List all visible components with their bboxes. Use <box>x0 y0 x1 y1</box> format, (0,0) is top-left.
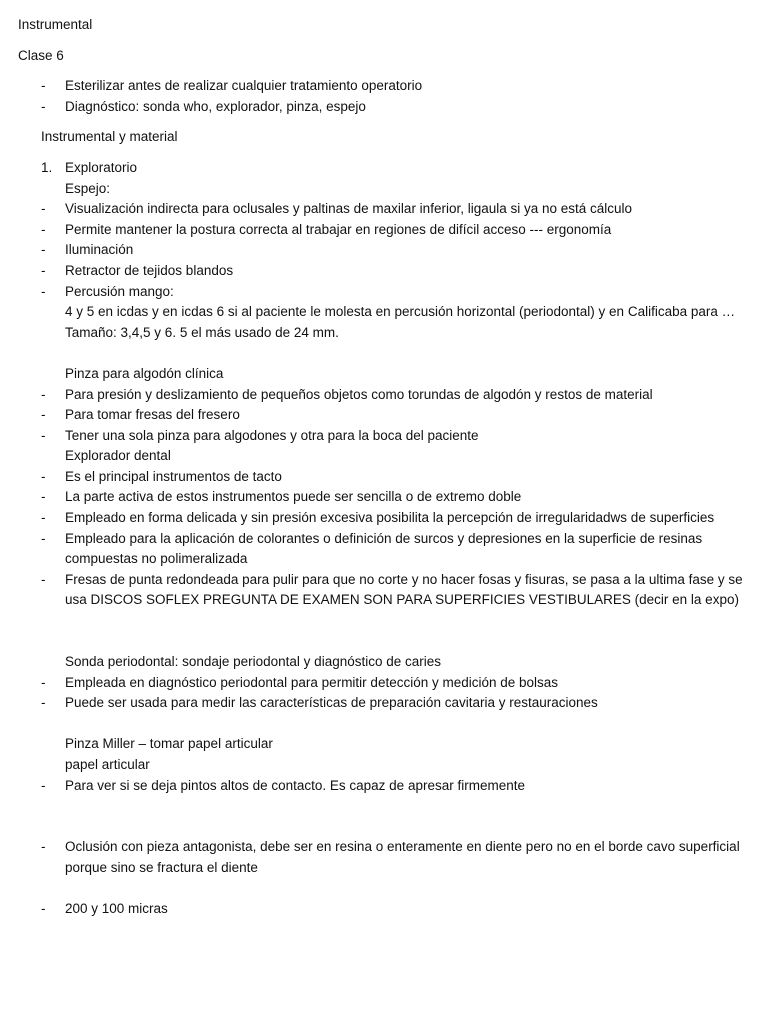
list-item <box>0 776 768 797</box>
bullet-dash: - <box>41 78 46 94</box>
list-item-text: Empleada en diagnóstico periodontal para permitir detección y medición de bolsas <box>65 674 559 690</box>
bullet-dash: - <box>41 674 46 690</box>
bullet-dash: - <box>41 777 46 793</box>
list-item <box>0 693 768 714</box>
bullet-dash: - <box>41 571 46 587</box>
class-label: Clase 6 <box>18 47 64 63</box>
list-item-text: Permite mantener la postura correcta al trabajar en regiones de difícil acceso --- ergonomía <box>65 221 612 237</box>
list-item-text: Para presión y deslizamiento de pequeños objetos como torundas de algodón y restos de material <box>65 386 653 402</box>
list-item <box>0 508 768 529</box>
list-item <box>0 899 768 920</box>
list-item-text: 200 y 100 micras <box>65 900 168 916</box>
subheading-explorador: Explorador dental <box>65 448 171 464</box>
bullet-dash: - <box>41 262 46 278</box>
list-item <box>0 97 768 118</box>
subheading-pinza-miller: Pinza Miller – tomar papel articular <box>65 736 273 752</box>
list-item <box>0 282 768 303</box>
bullet-dash: - <box>41 900 46 916</box>
document-title: Instrumental <box>18 17 93 32</box>
list-item <box>0 385 768 406</box>
numbered-item-title: Exploratorio <box>65 159 138 175</box>
section-heading: Instrumental y material <box>41 129 178 145</box>
numbered-item <box>0 158 768 179</box>
bullet-dash: - <box>41 242 46 258</box>
bullet-dash: - <box>41 283 46 299</box>
percusion-note-text: 4 y 5 en icdas y en icdas 6 si al paciente le molesta en percusión horizontal (periodontal) y en Calificaba para … <box>65 304 736 320</box>
list-item-text: Para ver si se deja pintos altos de contacto. Es capaz de apresar firmemente <box>65 777 525 793</box>
bullet-dash: - <box>41 530 46 546</box>
list-item-text: Iluminación <box>65 242 134 258</box>
list-item-text: Diagnóstico: sonda who, explorador, pinza, espejo <box>65 98 366 114</box>
list-number: 1. <box>41 159 53 175</box>
subheading-espejo: Espejo: <box>65 180 111 196</box>
list-item-text: Es el principal instrumentos de tacto <box>65 468 282 484</box>
list-item <box>0 426 768 447</box>
bullet-dash: - <box>41 510 46 526</box>
list-item <box>0 405 768 426</box>
list-item-text: Empleado en forma delicada y sin presión excesiva posibilita la percepción de irregularidadws de superficies <box>65 510 715 526</box>
list-item-text: Visualización indirecta para oclusales y paltinas de maxilar inferior, ligaula si ya no está cálculo <box>65 201 633 217</box>
list-item-text: Retractor de tejidos blandos <box>65 262 234 278</box>
subheading-pinza-algodon: Pinza para algodón clínica <box>65 365 224 381</box>
list-item <box>0 76 768 97</box>
list-item-text: Percusión mango: <box>65 283 174 299</box>
bullet-dash: - <box>41 407 46 423</box>
bullet-dash: - <box>41 839 46 855</box>
list-item-text: Empleado para la aplicación de colorantes o definición de surcos y depresiones en la superficie de resinas compuestas no polimeralizada <box>65 530 703 567</box>
percusion-note <box>0 302 768 323</box>
list-item-text: La parte activa de estos instrumentos puede ser sencilla o de extremo doble <box>65 489 522 505</box>
bullet-dash: - <box>41 201 46 217</box>
list-item <box>0 220 768 241</box>
subheading-sonda: Sonda periodontal: sondaje periodontal y diagnóstico de caries <box>65 654 442 670</box>
list-item-text: Esterilizar antes de realizar cualquier tratamiento operatorio <box>65 78 423 94</box>
list-item <box>0 529 768 570</box>
bullet-dash: - <box>41 221 46 237</box>
list-item-text: Tener una sola pinza para algodones y otra para la boca del paciente <box>65 427 479 443</box>
list-item-text: Fresas de punta redondeada para pulir para que no corte y no hacer fosas y fisuras, se pasa a la ultima fase y se usa DISCOS SOFLEX PREGUNTA DE EXAMEN SON PARA SUPERFICIES VESTIBULARES (decir en la expo) <box>65 571 743 608</box>
list-item <box>0 837 768 878</box>
list-item <box>0 570 768 611</box>
bullet-dash: - <box>41 489 46 505</box>
bullet-dash: - <box>41 695 46 711</box>
subheading-papel-articular: papel articular <box>65 757 150 772</box>
size-note: Tamaño: 3,4,5 y 6. 5 el más usado de 24 mm. <box>65 324 339 340</box>
list-item-text: Puede ser usada para medir las características de preparación cavitaria y restauraciones <box>65 695 598 711</box>
bullet-dash: - <box>41 98 46 114</box>
list-item <box>0 199 768 220</box>
list-item <box>0 240 768 261</box>
list-item <box>0 673 768 694</box>
list-item <box>0 467 768 488</box>
list-item-text: Oclusión con pieza antagonista, debe ser en resina o enteramente en diente pero no en el borde cavo superficial porque sino se fractura el diente <box>65 839 740 875</box>
bullet-dash: - <box>41 427 46 443</box>
document-page <box>0 15 768 920</box>
bullet-dash: - <box>41 386 46 402</box>
list-item-text: Para tomar fresas del fresero <box>65 407 240 423</box>
list-item <box>0 487 768 508</box>
list-item <box>0 261 768 282</box>
bullet-dash: - <box>41 468 46 484</box>
